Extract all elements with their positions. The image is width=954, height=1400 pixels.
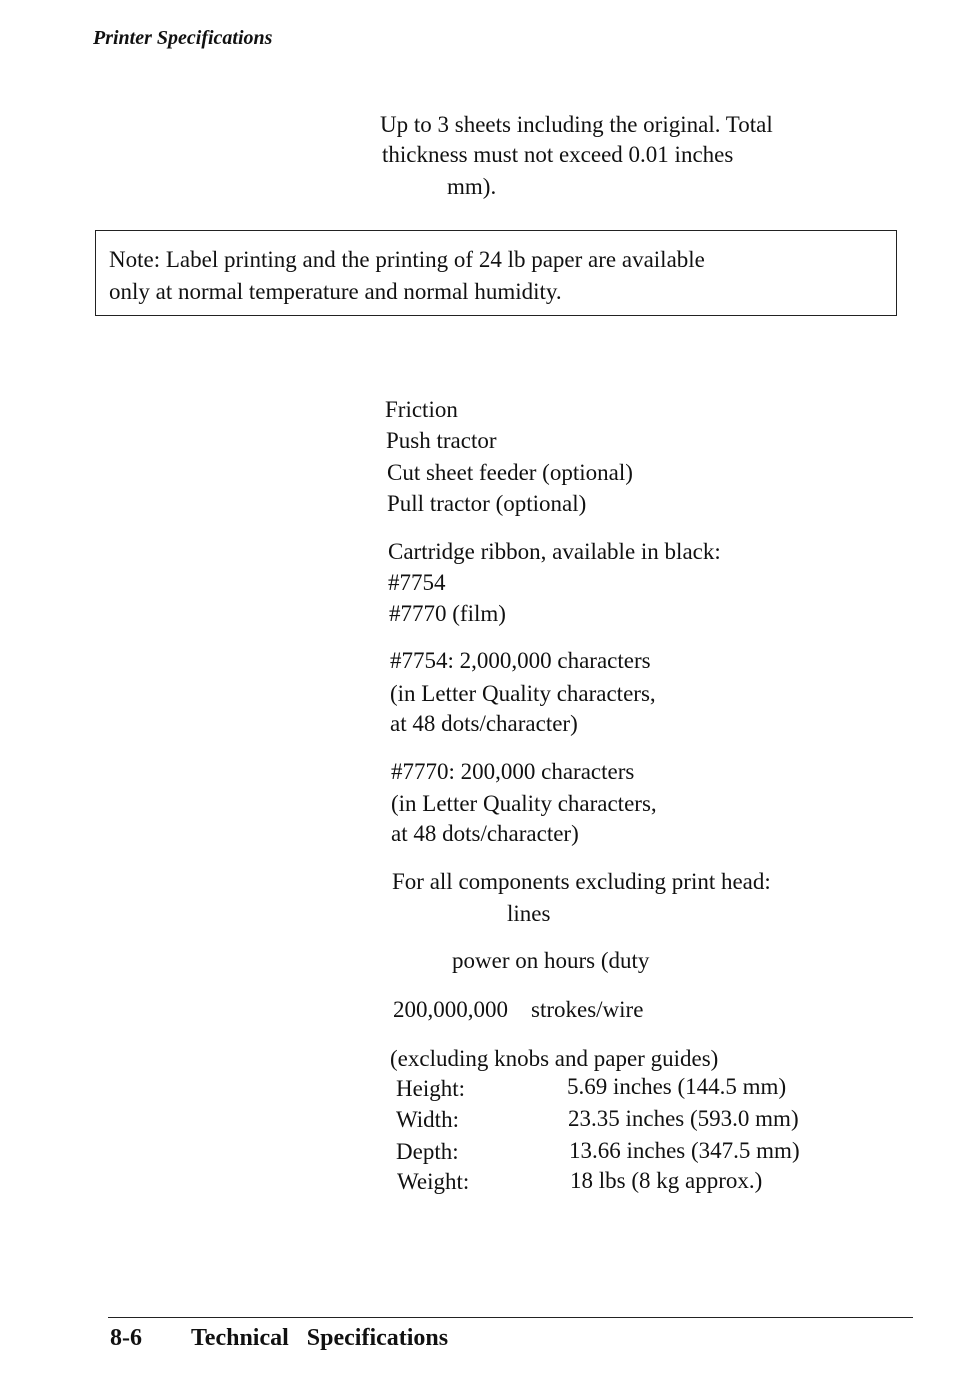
ribbon-life-7754-line-2: (in Letter Quality characters, (390, 681, 656, 706)
dimensions-intro: (excluding knobs and paper guides) (390, 1046, 719, 1071)
paper-feed-item: Push tractor (386, 428, 497, 453)
dimension-value-weight: 18 lbs (8 kg approx.) (570, 1168, 763, 1193)
ribbon-life-7770-line-2: (in Letter Quality characters, (391, 791, 657, 816)
dimension-label-depth: Depth: (396, 1139, 459, 1164)
ribbon-line-3: #7770 (film) (389, 601, 506, 626)
ribbon-line-1: Cartridge ribbon, available in black: (388, 539, 721, 564)
footer-rule (108, 1317, 913, 1318)
page-number: 8-6 (110, 1325, 142, 1351)
ribbon-line-2: #7754 (388, 570, 446, 595)
reliability-line-1: For all components excluding print head: (392, 869, 771, 894)
reliability-line-3: power on hours (duty (452, 948, 650, 973)
dimension-label-weight: Weight: (397, 1169, 470, 1194)
reliability-line-2: lines (507, 901, 551, 926)
paper-feed-item: Friction (385, 397, 458, 422)
dimension-label-width: Width: (396, 1107, 459, 1132)
note-line-2: only at normal temperature and normal humidity. (109, 279, 562, 304)
ribbon-life-7754-line-3: at 48 dots/character) (390, 711, 578, 736)
reliability-line-4: 200,000,000 strokes/wire (393, 997, 644, 1022)
dimension-value-height: 5.69 inches (144.5 mm) (567, 1074, 787, 1099)
ribbon-life-7754-line-1: #7754: 2,000,000 characters (390, 648, 651, 673)
paper-feed-item: Cut sheet feeder (optional) (387, 460, 633, 485)
ribbon-life-7770-line-1: #7770: 200,000 characters (391, 759, 635, 784)
running-header: Printer Specifications (93, 27, 273, 49)
copies-line-3: mm). (447, 174, 497, 199)
copies-line-2: thickness must not exceed 0.01 inches (382, 142, 734, 167)
dimension-value-depth: 13.66 inches (347.5 mm) (569, 1138, 800, 1163)
dimension-value-width: 23.35 inches (593.0 mm) (568, 1106, 799, 1131)
note-box (95, 230, 897, 316)
ribbon-life-7770-line-3: at 48 dots/character) (391, 821, 579, 846)
copies-line-1: Up to 3 sheets including the original. Total (380, 112, 773, 137)
paper-feed-item: Pull tractor (optional) (387, 491, 587, 516)
dimension-label-height: Height: (396, 1076, 465, 1101)
note-line-1: Note: Label printing and the printing of 24 lb paper are available (109, 247, 705, 272)
footer-section-title: Technical Specifications (191, 1325, 449, 1351)
